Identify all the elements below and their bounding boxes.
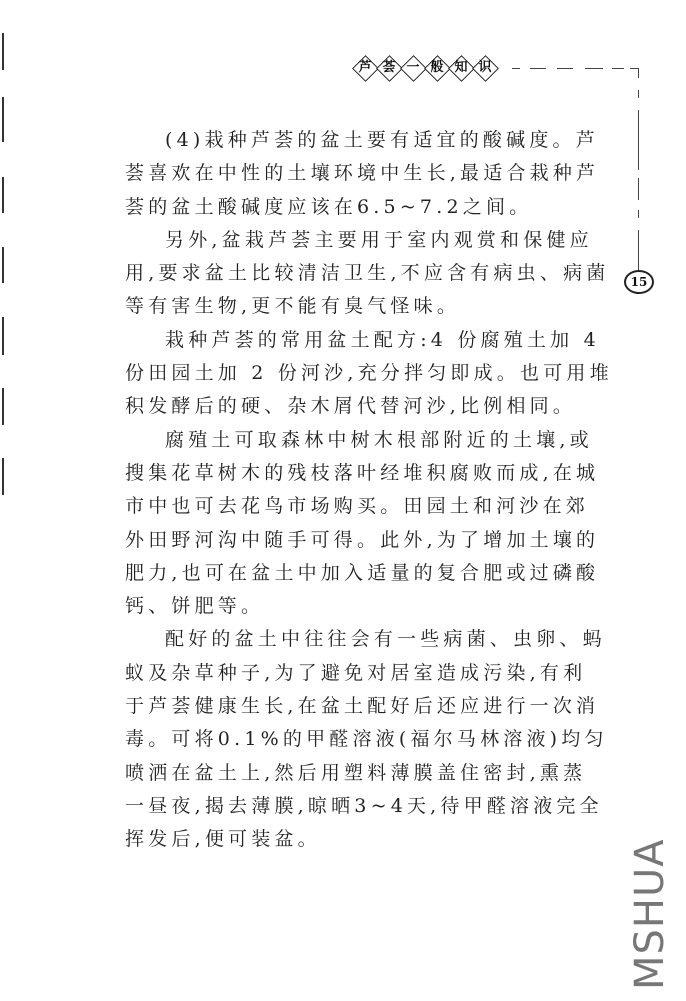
header-diamond [473, 56, 497, 80]
side-rule-dash [638, 68, 639, 78]
text-line: 腐殖土可取森林中树木根部附近的土壤,或 [165, 428, 593, 451]
header-rule-dash [512, 68, 520, 69]
text-line: 积发酵后的硬、杂木屑代替河沙,比例相同。 [125, 395, 577, 418]
margin-bar [2, 458, 4, 495]
text-line: 用,要求盆土比较清洁卫生,不应含有病虫、病菌 [125, 262, 610, 285]
text-line: 荟的盆土酸碱度应该在6.5~7.2之间。 [125, 195, 533, 218]
text-line: 等有害生物,更不能有臭气怪味。 [125, 295, 461, 318]
text-line: 另外,盆栽芦荟主要用于室内观赏和保健应 [165, 228, 593, 251]
paragraph [125, 124, 600, 224]
text-line: 毒。可将0.1%的甲醛溶液(福尔马林溶液)均匀 [125, 728, 608, 751]
watermark: MSHUA [627, 838, 673, 990]
paragraph [125, 324, 613, 424]
text-line: 市中也可去花鸟市场购买。田园土和河沙在郊 [125, 495, 590, 518]
running-header [353, 56, 497, 80]
header-diamond [449, 56, 473, 80]
text-line: 一昼夜,揭去薄膜,晾晒3~4天,待甲醛溶液完全 [125, 794, 603, 817]
margin-bar [2, 33, 4, 70]
header-char: 识 [478, 60, 492, 75]
side-rule-dash [638, 210, 639, 218]
header-rule-dash [585, 68, 603, 69]
side-rule-dash [638, 125, 639, 170]
text-line: 肥力,也可在盆土中加入适量的复合肥或过磷酸 [125, 561, 600, 584]
header-rule-dash [557, 68, 573, 69]
header-char: 般 [430, 60, 444, 75]
text-line: 搜集花草树木的残枝落叶经堆积腐败而成,在城 [125, 461, 600, 484]
text-line: 钙、饼肥等。 [125, 595, 265, 618]
header-char: 荟 [382, 60, 396, 75]
text-line: 荟喜欢在中性的土壤环境中生长,最适合栽种芦 [125, 162, 600, 185]
text-line: 份田园土加 2 份河沙,充分拌匀即成。也可用堆 [125, 362, 613, 385]
margin-bar [2, 177, 4, 213]
paragraph [125, 623, 608, 856]
header-diamond [425, 56, 449, 80]
text-line: 喷洒在盆土上,然后用塑料薄膜盖住密封,熏蒸 [125, 761, 587, 784]
header-rule-dash [612, 68, 624, 69]
text-line: 挥发后,便可装盆。 [125, 828, 321, 851]
text-line: 外田野河沟中随手可得。此外,为了增加土壤的 [125, 528, 600, 551]
side-rule-dash [638, 230, 639, 270]
paragraph [125, 224, 610, 324]
margin-bar [2, 317, 4, 355]
margin-bar [2, 388, 4, 425]
page-number: 15 [624, 270, 654, 294]
margin-bar [2, 97, 4, 142]
text-line: (4)栽种芦荟的盆土要有适宜的酸碱度。芦 [165, 129, 599, 151]
header-diamond [353, 56, 377, 80]
header-rule-dash [530, 68, 546, 69]
body-text [125, 124, 613, 857]
text-line: 栽种芦荟的常用盆土配方:4 份腐殖土加 4 [165, 328, 600, 351]
text-line: 蚁及杂草种子,为了避免对居室造成污染,有利 [125, 661, 587, 684]
margin-bar [2, 247, 4, 283]
text-line: 于芦荟健康生长,在盆土配好后还应进行一次消 [125, 695, 600, 718]
header-char: 知 [454, 60, 468, 75]
text-line: 配好的盆土中往往会有一些病菌、虫卵、蚂 [165, 628, 606, 651]
header-diamond [401, 56, 425, 80]
header-diamond [377, 56, 401, 80]
paragraph [125, 424, 600, 624]
header-char: 芦 [358, 60, 372, 75]
header-char: 一 [406, 60, 420, 75]
side-rule-dash [638, 178, 639, 200]
side-rule-dash [638, 90, 639, 98]
